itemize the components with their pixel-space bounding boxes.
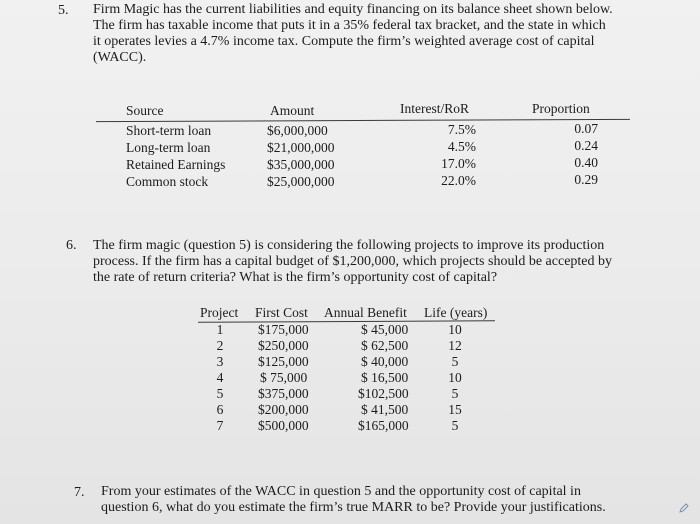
q7-number: 7. <box>74 485 85 500</box>
wacc-row-2-amount: $21,000,000 <box>267 140 335 155</box>
projects-header-life: Life (years) <box>424 305 488 320</box>
wacc-row-4-source: Common stock <box>126 174 209 189</box>
project-row-1-id: 1 <box>216 322 224 337</box>
wacc-row-3-rate: 17.0% <box>441 156 476 171</box>
q6-line-1: The firm magic (question 5) is considering the following projects to improve its production <box>93 238 605 253</box>
pencil-icon <box>678 502 690 518</box>
project-row-3-first-cost: $125,000 <box>258 354 309 369</box>
projects-header-project: Project <box>200 305 239 320</box>
project-row-4-life: 10 <box>448 370 462 385</box>
wacc-row-3-proportion: 0.40 <box>574 155 598 170</box>
q5-number: 5. <box>58 3 69 18</box>
wacc-header-proportion: Proportion <box>532 101 590 116</box>
project-row-4-first-cost: $ 75,000 <box>260 370 308 385</box>
wacc-header-interest: Interest/RoR <box>400 101 469 116</box>
wacc-row-1-proportion: 0.07 <box>574 121 598 136</box>
projects-header-first-cost: First Cost <box>255 305 308 320</box>
project-row-6-first-cost: $200,000 <box>258 402 309 417</box>
q6-line-2: process. If the firm has a capital budget of $1,200,000, which projects should be accepted by <box>93 254 613 269</box>
project-row-5-id: 5 <box>216 386 224 401</box>
wacc-row-3-amount: $35,000,000 <box>267 157 335 172</box>
project-row-6-life: 15 <box>448 402 462 417</box>
project-row-7-id: 7 <box>216 418 224 433</box>
project-row-4-benefit: $ 16,500 <box>361 370 409 385</box>
wacc-header-source: Source <box>126 103 164 118</box>
q5-line-2: The firm has taxable income that puts it in a 35% federal tax bracket, and the state in which <box>93 18 606 33</box>
project-row-3-id: 3 <box>216 354 224 369</box>
q5-line-1: Firm Magic has the current liabilities and equity financing on its balance sheet shown below. <box>93 2 613 17</box>
wacc-row-1-amount: $6,000,000 <box>267 123 328 138</box>
wacc-header-amount: Amount <box>270 103 315 118</box>
q5-line-4: (WACC). <box>93 50 147 65</box>
wacc-row-3-source: Retained Earnings <box>126 157 226 172</box>
project-row-4-id: 4 <box>216 370 224 385</box>
project-row-3-benefit: $ 40,000 <box>361 354 409 369</box>
project-row-7-benefit: $165,000 <box>358 418 409 433</box>
project-row-1-life: 10 <box>448 322 462 337</box>
project-row-6-benefit: $ 41,500 <box>361 402 409 417</box>
wacc-row-4-proportion: 0.29 <box>574 172 598 187</box>
wacc-row-2-proportion: 0.24 <box>574 138 598 153</box>
wacc-row-4-rate: 22.0% <box>441 173 476 188</box>
project-row-1-benefit: $ 45,000 <box>361 322 409 337</box>
project-row-7-life: 5 <box>451 418 459 433</box>
q5-line-3: it operates levies a 4.7% income tax. Compute the firm’s weighted average cost of capital <box>93 34 595 49</box>
project-row-2-first-cost: $250,000 <box>258 338 309 353</box>
project-row-2-life: 12 <box>448 338 462 353</box>
project-row-1-first-cost: $175,000 <box>258 322 309 337</box>
project-row-6-id: 6 <box>216 402 224 417</box>
project-row-2-id: 2 <box>216 338 224 353</box>
project-row-5-benefit: $102,500 <box>358 386 409 401</box>
projects-header-annual-benefit: Annual Benefit <box>324 305 407 320</box>
project-row-2-benefit: $ 62,500 <box>361 338 409 353</box>
q7-line-1: From your estimates of the WACC in question 5 and the opportunity cost of capital in <box>101 484 581 499</box>
project-row-7-first-cost: $500,000 <box>258 418 309 433</box>
project-row-5-first-cost: $375,000 <box>258 386 309 401</box>
project-row-5-life: 5 <box>451 386 459 401</box>
wacc-row-2-rate: 4.5% <box>447 139 476 154</box>
wacc-row-1-rate: 7.5% <box>447 122 476 137</box>
project-row-3-life: 5 <box>451 354 459 369</box>
wacc-row-4-amount: $25,000,000 <box>267 174 335 189</box>
wacc-row-1-source: Short-term loan <box>126 123 212 138</box>
q7-line-2: question 6, what do you estimate the firm’s true MARR to be? Provide your justifications. <box>101 500 606 515</box>
q6-line-3: the rate of return criteria? What is the firm’s opportunity cost of capital? <box>93 270 498 285</box>
wacc-row-2-source: Long-term loan <box>126 140 211 155</box>
q6-number: 6. <box>66 238 77 253</box>
